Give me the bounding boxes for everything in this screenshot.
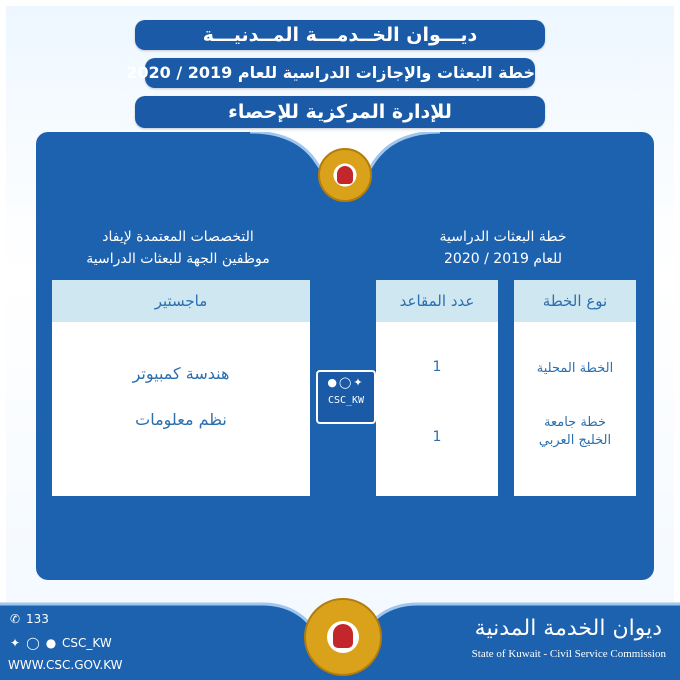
- footer-website: WWW.CSC.GOV.KW: [8, 658, 123, 672]
- specialization-column: [52, 280, 310, 496]
- specialization-computer-engineering: هندسة كمبيوتر: [132, 364, 230, 383]
- footer-social: [8, 636, 112, 650]
- spec-heading-line1: التخصصات المعتمدة لإيفاد: [102, 229, 254, 245]
- footer-phone: [8, 612, 49, 626]
- footer-org-name-en: State of Kuwait - Civil Service Commission: [471, 648, 666, 660]
- seats-column: [376, 280, 498, 496]
- snapchat-icon: ●: [327, 376, 340, 389]
- social-icons-row: [318, 376, 374, 389]
- snapchat-icon: ●: [45, 636, 57, 650]
- plan-type-gulf: [514, 414, 636, 450]
- footer-emblem-icon: [304, 598, 382, 676]
- plan-type-header: نوع الخطة: [514, 280, 636, 322]
- degree-header: ماجستير: [52, 280, 310, 322]
- phone-icon: ✆: [9, 612, 21, 626]
- specialization-information-systems: نظم معلومات: [135, 410, 227, 429]
- plan-heading-line1: خطة البعثات الدراسية: [439, 229, 567, 245]
- footer-social-handle: CSC_KW: [62, 636, 112, 650]
- emblem-center: [337, 166, 353, 184]
- social-handle-text: CSC_KW: [327, 395, 365, 406]
- spec-heading-line2: موظفين الجهة للبعثات الدراسية: [86, 251, 270, 267]
- specialization-heading: [44, 226, 312, 270]
- twitter-icon: ✦: [9, 636, 21, 650]
- plan-type-gulf-line1: خطة جامعة: [543, 415, 606, 430]
- phone-number: 133: [26, 612, 49, 626]
- footer-org-name-ar: ديوان الخدمة المدنية: [474, 616, 662, 641]
- instagram-icon: ◯: [339, 376, 354, 389]
- plan-type-gulf-line2: الخليج العربي: [538, 433, 612, 448]
- plan-heading: [398, 226, 608, 270]
- department-banner: للإدارة المركزية للإحصاء: [135, 96, 545, 128]
- csc-emblem-icon: [318, 148, 372, 202]
- twitter-icon: ✦: [353, 376, 365, 389]
- plan-type-column: [514, 280, 636, 496]
- org-title-banner: ديـــوان الخــدمـــة المــدنيـــة: [135, 20, 545, 50]
- plan-subtitle-banner: خطة البعثات والإجازات الدراسية للعام 2019 / 2020: [145, 58, 535, 88]
- seats-local: 1: [432, 359, 442, 375]
- plan-type-local: الخطة المحلية: [536, 361, 614, 376]
- seats-gulf: 1: [432, 429, 442, 445]
- plan-heading-line2: للعام 2019 / 2020: [444, 251, 562, 267]
- social-handle-box: [316, 370, 376, 424]
- footer-emblem-center: [333, 624, 353, 648]
- seats-header: عدد المقاعد: [376, 280, 498, 322]
- instagram-icon: ◯: [26, 636, 40, 650]
